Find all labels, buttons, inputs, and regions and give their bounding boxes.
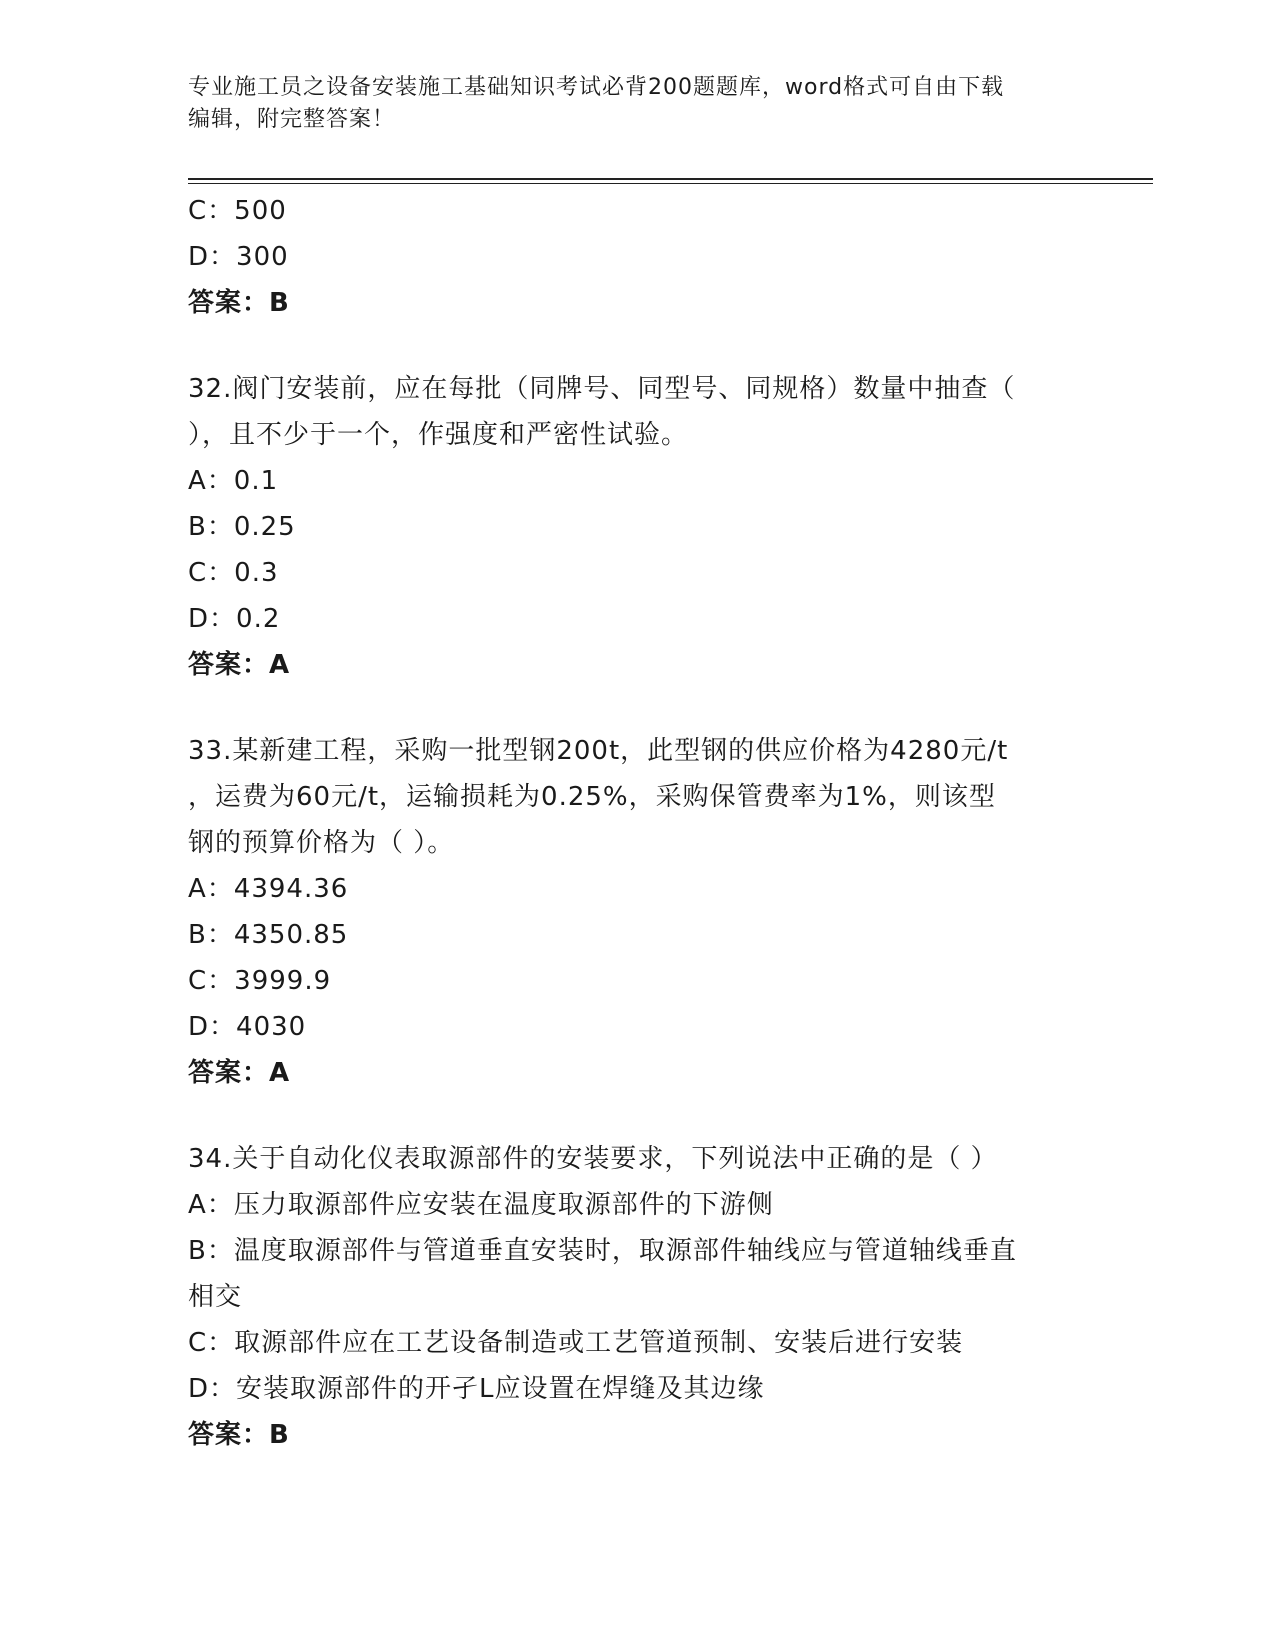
question-stem: ），且不少于一个，作强度和严密性试验。: [188, 420, 689, 450]
option-c: C：500: [188, 196, 287, 226]
header-divider-thick: [188, 178, 1153, 180]
question-34: [188, 1136, 1088, 1458]
question-stem: ，运费为60元/t，运输损耗为0.25%，采购保管费率为1%，则该型: [188, 782, 996, 812]
answer-line: 答案：A: [188, 650, 291, 680]
page-header: [188, 72, 1068, 136]
option-c: C：取源部件应在工艺设备制造或工艺管道预制、安装后进行安装: [188, 1328, 964, 1358]
question-32: [188, 366, 1088, 688]
question-stem: 34.关于自动化仪表取源部件的安装要求，下列说法中正确的是（ ）: [188, 1144, 998, 1174]
option-b: B：温度取源部件与管道垂直安装时，取源部件轴线应与管道轴线垂直: [188, 1236, 1017, 1266]
answer-line: 答案：A: [188, 1058, 291, 1088]
option-c: C：3999.9: [188, 966, 332, 996]
question-31-continued: [188, 188, 1088, 326]
question-list: [188, 188, 1088, 1458]
option-b: B：0.25: [188, 512, 296, 542]
header-divider-thin: [188, 183, 1153, 184]
option-c: C：0.3: [188, 558, 279, 588]
header-title-line2: 编辑，附完整答案！: [188, 107, 396, 132]
option-a: A：0.1: [188, 466, 279, 496]
option-d: D：300: [188, 242, 289, 272]
question-33: [188, 728, 1088, 1096]
question-stem: 32.阀门安装前，应在每批（同牌号、同型号、同规格）数量中抽查（: [188, 374, 1016, 404]
option-a: A：4394.36: [188, 874, 349, 904]
option-b: B：4350.85: [188, 920, 349, 950]
answer-line: 答案：B: [188, 288, 290, 318]
option-d: D：4030: [188, 1012, 307, 1042]
question-stem: 钢的预算价格为（ ）。: [188, 828, 455, 858]
question-stem: 33.某新建工程，采购一批型钢200t，此型钢的供应价格为4280元/t: [188, 736, 1009, 766]
option-d: D：0.2: [188, 604, 281, 634]
header-title-line1: 专业施工员之设备安装施工基础知识考试必背200题题库，word格式可自由下载: [188, 75, 1005, 100]
option-d: D：安装取源部件的开孑L应设置在焊缝及其边缘: [188, 1374, 765, 1404]
answer-line: 答案：B: [188, 1420, 290, 1450]
option-b-continued: 相交: [188, 1282, 243, 1312]
option-a: A：压力取源部件应安装在温度取源部件的下游侧: [188, 1190, 774, 1220]
